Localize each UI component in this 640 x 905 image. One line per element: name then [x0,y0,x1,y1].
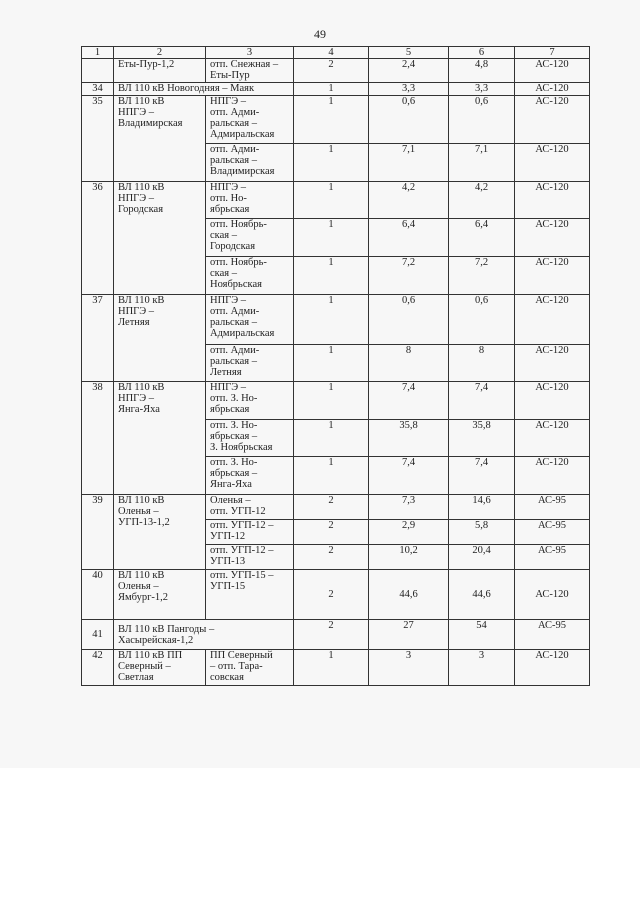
line-name: ВЛ 110 кВ Новогодняя – Маяк [114,83,294,96]
wire-type: АС-120 [515,144,590,182]
col-header-4: 4 [294,47,369,59]
length-circuit: 7,4 [449,457,515,495]
length-route: 3,3 [369,83,449,96]
wire-type: АС-120 [515,295,590,345]
segment: отп. З. Но- ябрьская – З. Ноябрьская [206,420,294,457]
length-circuit: 7,2 [449,257,515,295]
length-route: 2,9 [369,520,449,545]
length-route: 7,4 [369,382,449,420]
power-lines-table [81,46,590,686]
length-circuit: 3,3 [449,83,515,96]
length-circuit: 14,6 [449,495,515,520]
length-route: 2,4 [369,59,449,83]
row-number: 39 [82,495,114,570]
wire-type: АС-120 [515,570,590,620]
circuits: 1 [294,382,369,420]
table-row [82,620,590,650]
table-row [82,495,590,520]
circuits: 2 [294,59,369,83]
circuits: 2 [294,545,369,570]
circuits: 1 [294,420,369,457]
circuits: 2 [294,495,369,520]
length-circuit: 8 [449,345,515,382]
circuits: 1 [294,257,369,295]
length-circuit: 7,4 [449,382,515,420]
segment: отп. Ноябрь- ская – Городская [206,219,294,257]
length-circuit: 44,6 [449,570,515,620]
line-name: ВЛ 110 кВ НПГЭ – Янга-Яха [114,382,206,495]
segment: отп. Адми- ральская – Летняя [206,345,294,382]
length-route: 7,3 [369,495,449,520]
wire-type: АС-120 [515,345,590,382]
length-route: 3 [369,650,449,686]
wire-type: АС-120 [515,457,590,495]
wire-type: АС-95 [515,545,590,570]
length-circuit: 35,8 [449,420,515,457]
length-route: 7,4 [369,457,449,495]
circuits: 1 [294,345,369,382]
col-header-3: 3 [206,47,294,59]
table-row [82,182,590,219]
circuits: 2 [294,570,369,620]
line-name: ВЛ 110 кВ НПГЭ – Летняя [114,295,206,382]
row-number: 36 [82,182,114,295]
table-row [82,650,590,686]
wire-type: АС-95 [515,495,590,520]
row-number: 40 [82,570,114,620]
length-circuit: 3 [449,650,515,686]
wire-type: АС-120 [515,382,590,420]
circuits: 1 [294,96,369,144]
segment: НПГЭ – отп. Адми- ральская – Адмиральская [206,96,294,144]
wire-type: АС-120 [515,96,590,144]
segment: отп. УГП-15 – УГП-15 [206,570,294,620]
wire-type: АС-120 [515,650,590,686]
segment: отп. УГП-12 – УГП-12 [206,520,294,545]
segment: отп. З. Но- ябрьская – Янга-Яха [206,457,294,495]
wire-type: АС-120 [515,182,590,219]
segment: отп. Адми- ральская – Владимирская [206,144,294,182]
length-route: 7,1 [369,144,449,182]
length-route: 10,2 [369,545,449,570]
circuits: 2 [294,520,369,545]
row-number: 34 [82,83,114,96]
length-route: 6,4 [369,219,449,257]
line-name: ВЛ 110 кВ Пангоды – Хасырейская-1,2 [114,620,294,650]
segment: отп. УГП-12 – УГП-13 [206,545,294,570]
wire-type: АС-95 [515,620,590,650]
length-circuit: 6,4 [449,219,515,257]
row-number [82,59,114,83]
length-route: 4,2 [369,182,449,219]
header-row [82,47,590,59]
circuits: 1 [294,83,369,96]
circuits: 2 [294,620,369,650]
col-header-1: 1 [82,47,114,59]
col-header-5: 5 [369,47,449,59]
length-route: 27 [369,620,449,650]
circuits: 1 [294,182,369,219]
table-row [82,570,590,620]
line-name: ВЛ 110 кВ Оленья – Ямбург-1,2 [114,570,206,620]
line-name: ВЛ 110 кВ ПП Северный – Светлая [114,650,206,686]
row-number: 35 [82,96,114,182]
row-number: 38 [82,382,114,495]
length-route: 35,8 [369,420,449,457]
line-name: ВЛ 110 кВ НПГЭ – Городская [114,182,206,295]
segment: НПГЭ – отп. Адми- ральская – Адмиральская [206,295,294,345]
length-circuit: 7,1 [449,144,515,182]
wire-type: АС-120 [515,59,590,83]
length-route: 44,6 [369,570,449,620]
length-route: 7,2 [369,257,449,295]
circuits: 1 [294,219,369,257]
segment: НПГЭ – отп. З. Но- ябрьская [206,382,294,420]
circuits: 1 [294,144,369,182]
wire-type: АС-120 [515,219,590,257]
length-circuit: 20,4 [449,545,515,570]
row-number: 42 [82,650,114,686]
segment: Оленья – отп. УГП-12 [206,495,294,520]
col-header-6: 6 [449,47,515,59]
line-name: Еты-Пур-1,2 [114,59,206,83]
wire-type: АС-120 [515,420,590,457]
circuits: 1 [294,457,369,495]
length-route: 8 [369,345,449,382]
length-circuit: 4,8 [449,59,515,83]
table-row [82,96,590,144]
segment: отп. Снежная – Еты-Пур [206,59,294,83]
length-route: 0,6 [369,295,449,345]
col-header-2: 2 [114,47,206,59]
wire-type: АС-120 [515,83,590,96]
length-circuit: 0,6 [449,96,515,144]
length-circuit: 0,6 [449,295,515,345]
row-number: 37 [82,295,114,382]
segment: ПП Северный – отп. Тара- совская [206,650,294,686]
table-row [82,83,590,96]
length-circuit: 4,2 [449,182,515,219]
line-name: ВЛ 110 кВ Оленья – УГП-13-1,2 [114,495,206,570]
length-circuit: 54 [449,620,515,650]
table-row [82,382,590,420]
length-circuit: 5,8 [449,520,515,545]
col-header-7: 7 [515,47,590,59]
length-route: 0,6 [369,96,449,144]
wire-type: АС-95 [515,520,590,545]
segment: отп. Ноябрь- ская – Ноябрьская [206,257,294,295]
table-row [82,295,590,345]
row-number: 41 [82,620,114,650]
segment: НПГЭ – отп. Но- ябрьская [206,182,294,219]
table-row [82,59,590,83]
line-name: ВЛ 110 кВ НПГЭ – Владимирская [114,96,206,182]
circuits: 1 [294,650,369,686]
circuits: 1 [294,295,369,345]
page-margin-bottom [0,768,640,905]
page-number: 49 [314,27,326,41]
wire-type: АС-120 [515,257,590,295]
